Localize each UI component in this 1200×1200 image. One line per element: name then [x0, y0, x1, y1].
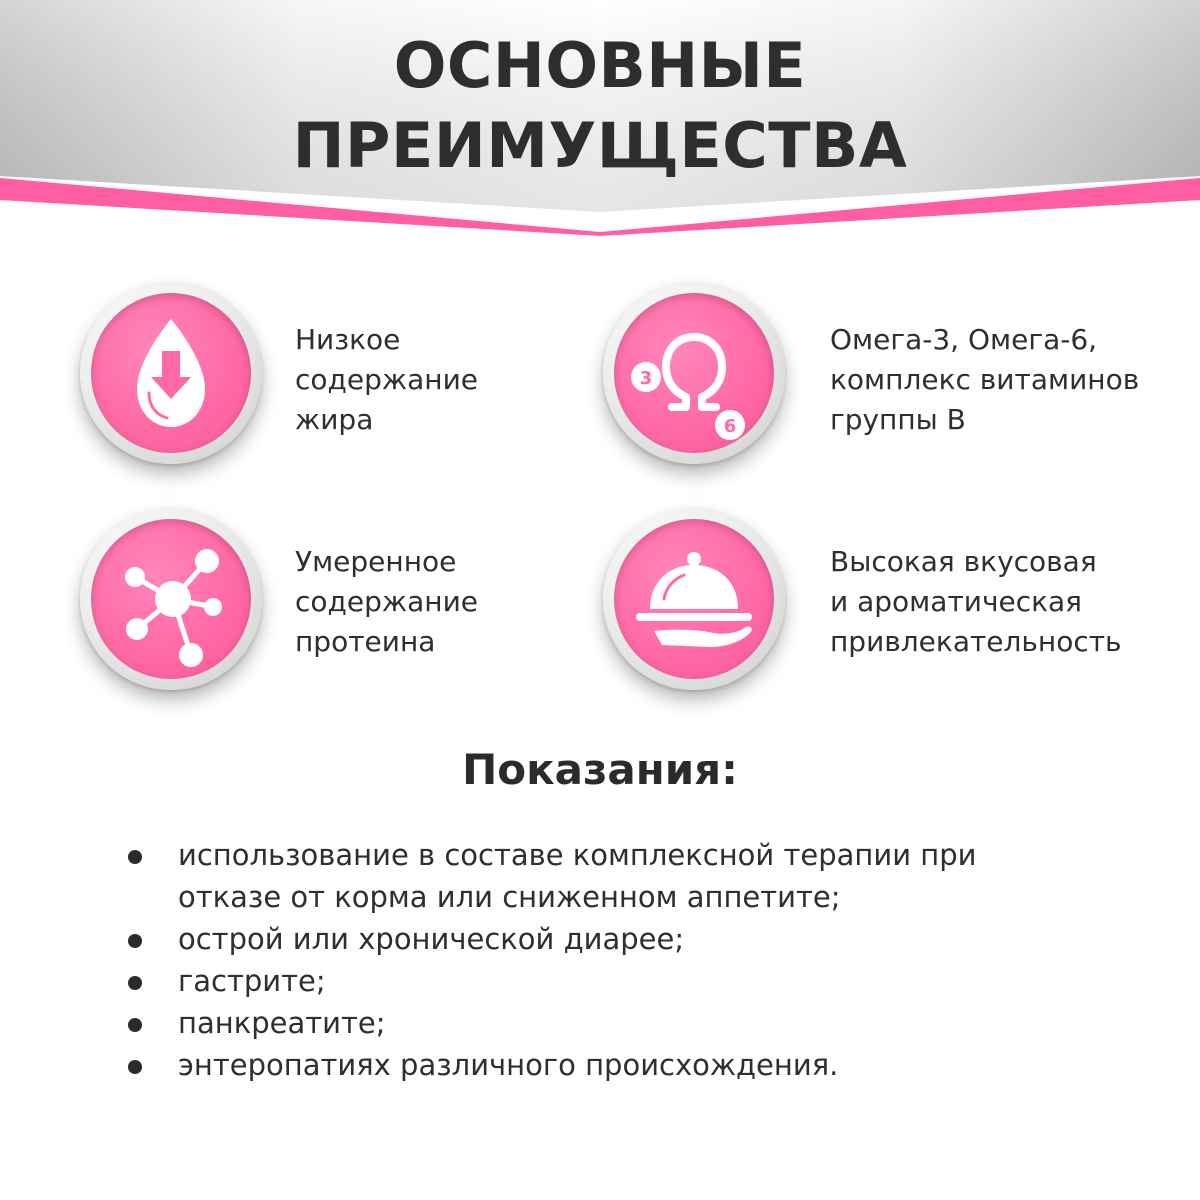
benefit-text [830, 542, 1122, 662]
benefit-line: и ароматическая [830, 585, 1083, 618]
header-banner [0, 0, 1200, 236]
benefit-line: Омега-3, Омега-6, [830, 323, 1098, 356]
benefit-badge [603, 508, 785, 690]
list-item-line: панкреатите; [178, 1006, 386, 1040]
page-title-line-1: ОСНОВНЫЕ [393, 29, 807, 102]
benefit-line: жира [295, 403, 374, 436]
list-item [126, 918, 1126, 960]
list-item-line: отказе от корма или сниженном аппетите; [178, 880, 841, 914]
indications-heading: Показания: [462, 745, 738, 794]
benefit-line: содержание [295, 585, 478, 618]
list-item-line: острой или хронической диарее; [178, 922, 685, 956]
benefit-line: содержание [295, 363, 478, 396]
benefit-line: группы В [830, 403, 966, 436]
bullet-icon [128, 1060, 142, 1074]
benefit-badge [80, 508, 262, 690]
indications-list [126, 834, 1126, 1086]
benefit-line: комплекс витаминов [830, 363, 1140, 396]
bullet-icon [128, 850, 142, 864]
omega-6-label: 6 [723, 416, 737, 437]
bullet-icon [128, 934, 142, 948]
benefit-line: Умеренное [295, 545, 457, 578]
benefit-line: протеина [295, 625, 436, 658]
omega-icon [614, 293, 774, 453]
benefit-text [295, 542, 478, 662]
bullet-icon [128, 976, 142, 990]
page-title-line-2: ПРЕИМУЩЕСТВА [292, 109, 908, 182]
benefit-badge [80, 282, 262, 464]
benefit-text [830, 320, 1139, 440]
list-item [126, 1044, 1126, 1086]
benefit-line: Низкое [295, 323, 401, 356]
serving-cloche-icon [614, 519, 774, 679]
omega-3-label: 3 [639, 368, 653, 389]
list-item-line: гастрите; [178, 964, 326, 998]
bullet-icon [128, 1018, 142, 1032]
benefit-line: привлекательность [830, 625, 1122, 658]
fat-drop-down-arrow-icon [91, 293, 251, 453]
page-title [0, 26, 1200, 186]
list-item-line: использование в составе комплексной терапии при [178, 838, 977, 872]
molecule-icon [91, 519, 251, 679]
list-item-line: энтеропатиях различного происхождения. [178, 1048, 839, 1082]
benefit-line: Высокая вкусовая [830, 545, 1097, 578]
list-item [126, 834, 1126, 918]
benefit-badge [603, 282, 785, 464]
benefit-text [295, 320, 478, 440]
list-item [126, 960, 1126, 1002]
list-item [126, 1002, 1126, 1044]
